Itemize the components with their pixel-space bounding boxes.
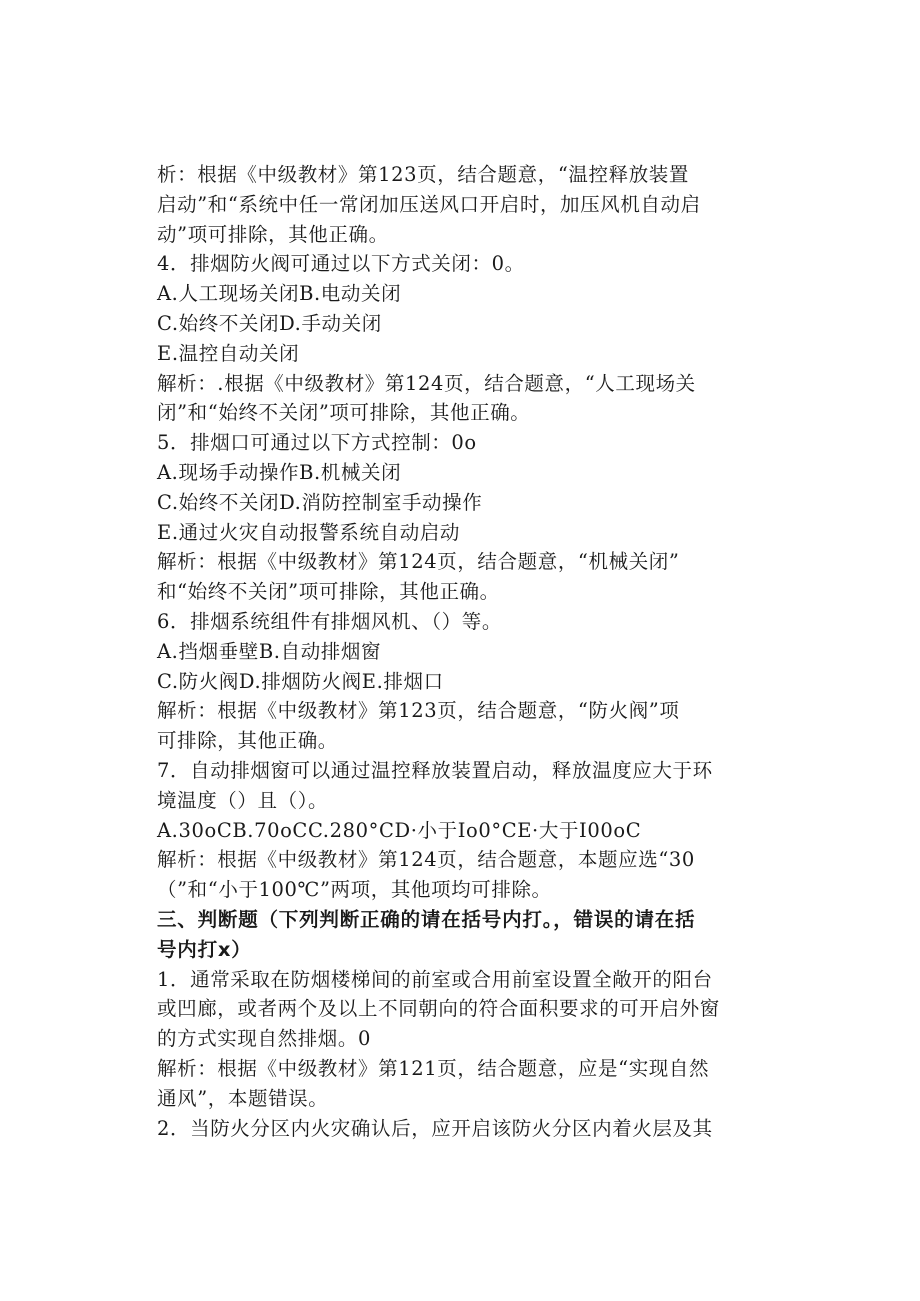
option-line: A.挡烟垂壁B.自动排烟窗	[157, 639, 382, 663]
document-page	[157, 160, 767, 1143]
analysis-line: 和“始终不关闭”项可排除，其他正确。	[157, 580, 500, 604]
analysis-line: 闭”和“始终不关闭”项可排除，其他正确。	[157, 401, 531, 425]
option-line: C.始终不关闭D.消防控制室手动操作	[157, 490, 483, 514]
analysis-line: 解析：根据《中级教材》第124页，结合题意，本题应选“30	[157, 848, 695, 872]
analysis-line: 解析：根据《中级教材》第121页，结合题意，应是“实现自然	[157, 1056, 710, 1080]
question-7: 7．自动排烟窗可以通过温控释放装置启动，释放温度应大于环	[157, 758, 713, 782]
analysis-line: 通风”，本题错误。	[157, 1086, 329, 1110]
analysis-line: 解析：.根据《中级教材》第124页，结合题意，“人工现场关	[157, 371, 696, 395]
analysis-line: 解析：根据《中级教材》第124页，结合题意，“机械关闭”	[157, 550, 680, 574]
text-line: 析：根据《中级教材》第123页，结合题意，“温控释放装置	[157, 163, 689, 186]
option-line: A.人工现场关闭B.电动关闭	[157, 282, 402, 306]
option-line: A.现场手动操作B.机械关闭	[157, 460, 402, 484]
judgement-1: 或凹廊，或者两个及以上不同朝向的符合面积要求的可开启外窗	[157, 997, 720, 1021]
judgement-2: 2．当防火分区内火灾确认后，应开启该防火分区内着火层及其	[157, 1116, 713, 1140]
judgement-1: 的方式实现自然排烟。0	[157, 1027, 372, 1051]
question-7: 境温度（）且（）。	[157, 788, 329, 812]
section-heading: 三、判断题（下列判断正确的请在括号内打。，错误的请在括	[157, 907, 696, 931]
option-line: E.温控自动关闭	[157, 341, 300, 365]
question-6: 6．排烟系统组件有排烟风机、（）等。	[157, 609, 502, 633]
analysis-line: 解析：根据《中级教材》第123页，结合题意，“防火阀”项	[157, 699, 680, 723]
option-line: C.防火阀D.排烟防火阀E.排烟口	[157, 669, 444, 693]
question-4: 4．排烟防火阀可通过以下方式关闭：0。	[157, 252, 525, 276]
section-heading: 号内打x）	[157, 937, 252, 961]
analysis-line: （”和“小于100℃”两项，其他项均可排除。	[157, 878, 552, 902]
text-line: 动”项可排除，其他正确。	[157, 222, 389, 246]
option-line: C.始终不关闭D.手动关闭	[157, 311, 382, 335]
option-line: A.30oCB.70oCC.280°CD·小于Io0°CE·大于I00oC	[157, 818, 642, 842]
text-line: 启动”和“系统中任一常闭加压送风口开启时，加压风机自动启	[157, 192, 701, 216]
option-line: E.通过火灾自动报警系统自动启动	[157, 520, 461, 544]
question-5: 5．排烟口可通过以下方式控制：0o	[157, 431, 477, 455]
analysis-line: 可排除，其他正确。	[157, 729, 338, 753]
judgement-1: 1．通常采取在防烟楼梯间的前室或合用前室设置全敞开的阳台	[157, 967, 713, 991]
